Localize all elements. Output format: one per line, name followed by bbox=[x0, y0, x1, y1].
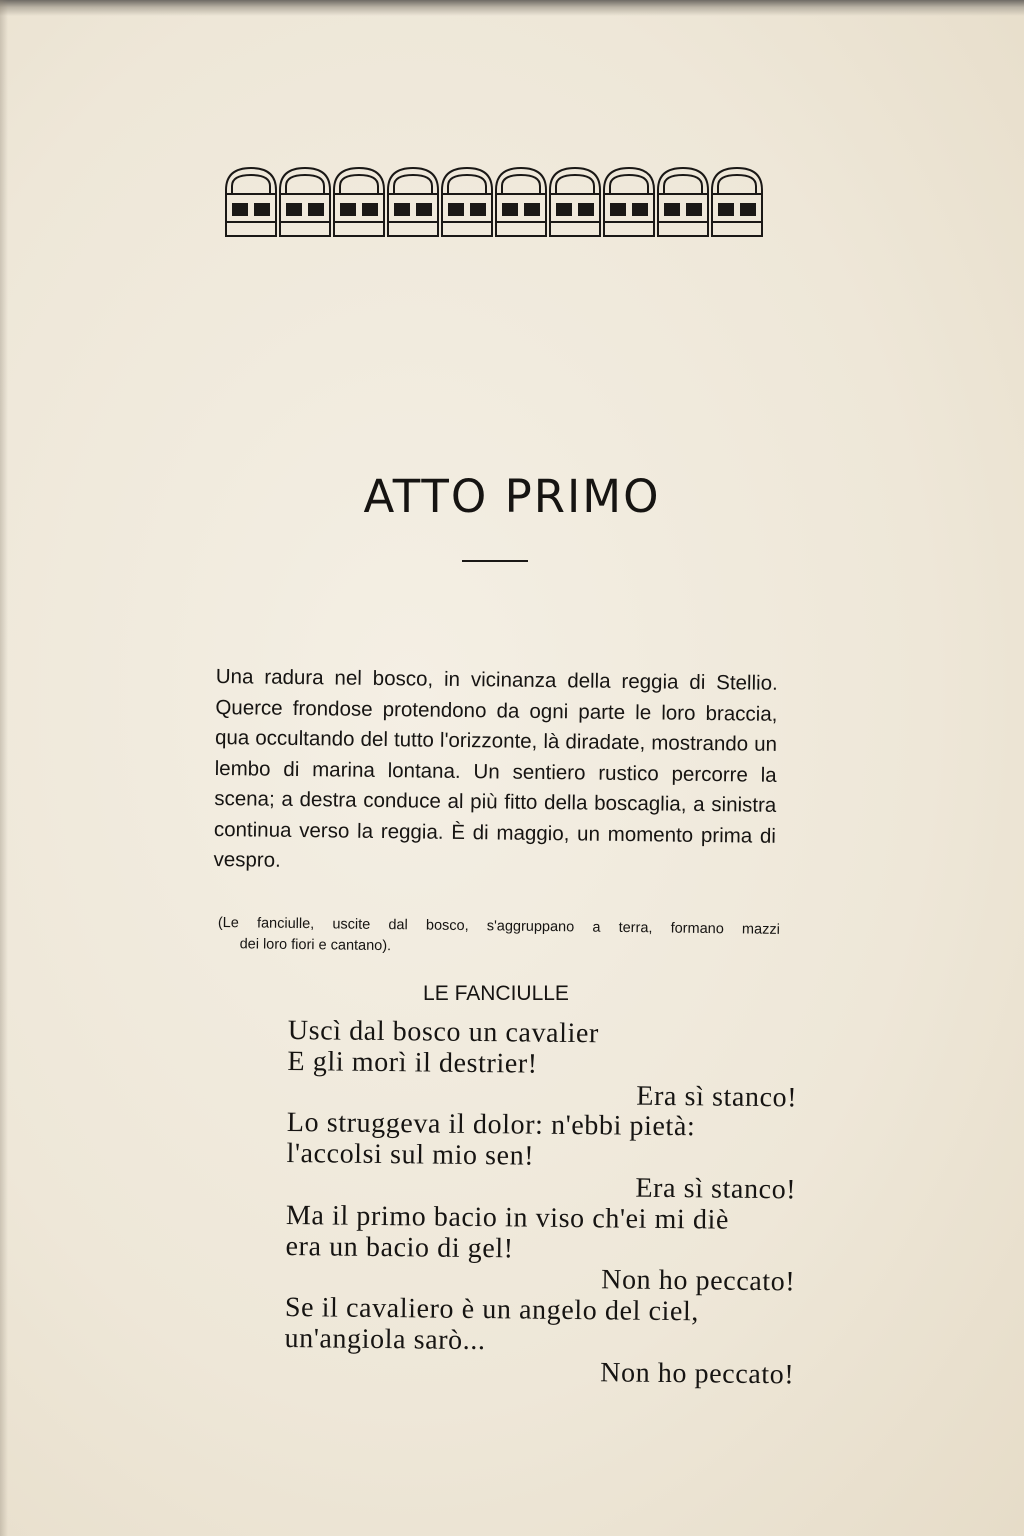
ornament-tile bbox=[604, 168, 654, 236]
verse-line: Non ho peccato! bbox=[600, 1357, 795, 1391]
verse-line: Uscì dal bosco un cavalier bbox=[287, 1015, 600, 1050]
verse-line: Era sì stanco! bbox=[635, 1172, 797, 1206]
page-left-edge-shadow bbox=[0, 0, 8, 1536]
title-divider bbox=[462, 560, 528, 562]
ornament-tile bbox=[334, 168, 384, 236]
song-verse bbox=[284, 1016, 798, 1391]
character-name: LE FANCIULLE bbox=[423, 982, 569, 1005]
ornament-tile bbox=[496, 168, 546, 236]
verse-line: era un bacio di gel! bbox=[285, 1230, 514, 1264]
ornament-tile bbox=[658, 168, 708, 236]
verse-line: Non ho peccato! bbox=[601, 1264, 796, 1298]
ornament-tile bbox=[226, 168, 276, 236]
verse-line: Era sì stanco! bbox=[636, 1080, 798, 1113]
verse-line: E gli morì il destrier! bbox=[287, 1045, 538, 1080]
stage-direction bbox=[217, 913, 779, 962]
page-top-edge-shadow bbox=[0, 0, 1024, 16]
ornament-tile bbox=[280, 168, 330, 236]
ornament-tile bbox=[712, 168, 762, 236]
decorative-header-ornament bbox=[224, 164, 764, 240]
ornament-tile bbox=[442, 168, 492, 236]
ornament-tile bbox=[388, 168, 438, 236]
verse-line: Ma il primo bacio in viso ch'ei mi diè bbox=[285, 1199, 730, 1236]
verse-line: un'angiola sarò... bbox=[284, 1322, 486, 1357]
stage-direction-line-1: (Le fanciulle, uscite dal bosco, s'aggruppano a terra, formano mazzi bbox=[217, 914, 780, 938]
verse-line: Lo struggeva il dolor: n'ebbi pietà: bbox=[286, 1107, 696, 1143]
ornament-tile bbox=[550, 168, 600, 236]
verse-line: l'accolsi sul mio sen! bbox=[286, 1138, 535, 1172]
verse-line: Se il cavaliero è un angelo del ciel, bbox=[284, 1292, 700, 1328]
act-title: ATTO PRIMO bbox=[363, 470, 661, 523]
scene-description: Una radura nel bosco, in vicinanza della reggia di Stellio. Querce frondose protendono da ogni parte le loro braccia, qua occultando del tutto l'orizzonte, là diradate, mostrando un lembo di marina lontana. Un sentiero rustico percorre la scena; a destra conduce al più fitto della boscaglia, a sinistra continua verso la reggia. È di maggio, un momento prima di vespro. bbox=[213, 664, 778, 872]
stage-direction-line-2: dei loro fiori e cantano). bbox=[239, 936, 392, 955]
